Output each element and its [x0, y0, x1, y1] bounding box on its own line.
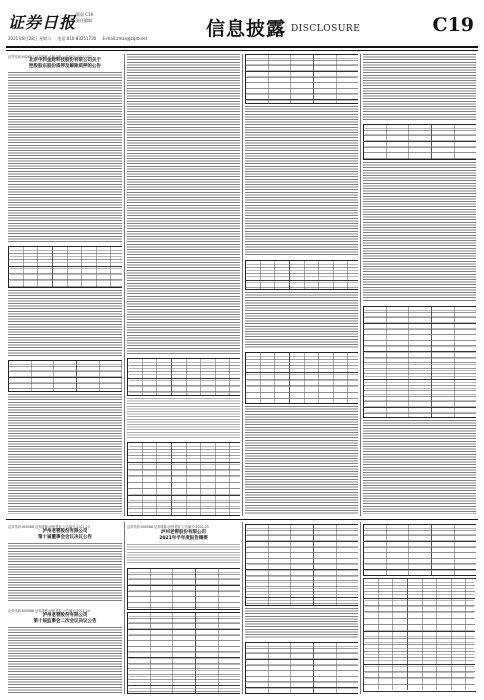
bottom-column-3	[245, 524, 358, 694]
edition-line: 版面 C19	[76, 12, 94, 17]
masthead-rule-thin	[6, 50, 478, 51]
bottom-column-4	[363, 524, 476, 694]
body-text	[363, 54, 476, 120]
column-2	[127, 54, 240, 516]
data-table	[127, 568, 240, 610]
column-divider	[242, 522, 243, 694]
data-table	[8, 246, 122, 288]
data-table	[363, 578, 476, 692]
email: E-mail:zmzx@zqrb.net	[102, 36, 148, 41]
article-headline	[8, 58, 122, 70]
edition-info	[76, 12, 93, 24]
data-table	[127, 358, 240, 396]
data-table	[127, 612, 240, 694]
column-divider	[124, 54, 125, 516]
body-text	[363, 162, 476, 302]
bottom-column-2	[127, 524, 240, 694]
table-grid	[364, 579, 475, 690]
masthead-rule	[6, 46, 478, 48]
headline-line: 北京中科金财科技股份有限公司关于	[29, 58, 101, 63]
body-text	[8, 290, 122, 356]
body-text	[127, 54, 240, 354]
body-text	[8, 394, 122, 514]
data-table	[245, 260, 358, 290]
stock-code-line: 证券代码:002657 证券简称:中科金财 公告编号:2021-072	[8, 55, 92, 59]
body-text	[245, 292, 358, 348]
body-text	[127, 398, 240, 438]
column-4	[363, 54, 476, 516]
headline-line: 控股股东股份质押及解除质押的公告	[29, 64, 101, 69]
body-text	[127, 544, 240, 564]
body-text	[8, 627, 122, 693]
column-3	[245, 54, 358, 516]
data-table	[127, 442, 240, 516]
column-divider	[360, 522, 361, 694]
data-table	[245, 352, 358, 404]
page-number: C19	[432, 14, 474, 36]
section-title-english: DISCLOSURE	[291, 24, 361, 34]
stock-code-line: 证券代码:000568 证券简称:泸州老窖 公告编号:2021-24	[8, 609, 90, 613]
edition-line: 责任编辑	[76, 18, 92, 23]
headline-line: 第十届董事会会议决议公告	[38, 535, 92, 540]
phone: 电话:010-83251730	[57, 36, 97, 41]
section-title: 信息披露	[206, 18, 287, 40]
bottom-column-1	[8, 524, 122, 694]
headline-line: 第十届监事会二次会议决议公告	[33, 619, 97, 624]
body-text	[245, 106, 358, 256]
column-divider	[360, 54, 361, 516]
section-divider	[6, 519, 478, 520]
data-table	[363, 124, 476, 160]
stock-code-line: 证券代码:000568 证券简称:泸州老窖 公告编号:2021-23	[8, 525, 90, 529]
data-table	[363, 306, 476, 418]
data-table	[245, 524, 358, 606]
article-headline	[8, 613, 122, 625]
headline-line: 泸州老窖股份有限公司	[42, 529, 88, 534]
article-headline	[8, 529, 122, 541]
column-1	[8, 54, 122, 516]
body-text	[245, 406, 358, 514]
column-divider	[242, 54, 243, 516]
issue-date: 2021年8月28日 星期六	[8, 36, 52, 41]
body-text	[8, 72, 122, 242]
headline-line: 泸州老窖股份有限公司	[42, 613, 88, 618]
headline-line: 泸州老窖股份有限公司	[161, 530, 206, 535]
body-text	[8, 543, 122, 603]
headline-line: 2021年半年度报告摘要	[159, 536, 208, 541]
masthead-meta	[8, 36, 152, 42]
body-text	[363, 420, 476, 514]
data-table	[245, 642, 358, 694]
article-headline	[127, 530, 240, 542]
masthead	[6, 4, 478, 48]
stock-code-line: 证券代码:000568 证券简称:泸州老窖 公告编号:2021-25	[127, 525, 209, 529]
body-text	[245, 608, 358, 638]
column-divider	[124, 522, 125, 694]
newspaper-logo: 证券日报	[8, 13, 77, 32]
data-table	[245, 54, 358, 104]
data-table	[363, 524, 476, 576]
data-table	[8, 360, 122, 392]
